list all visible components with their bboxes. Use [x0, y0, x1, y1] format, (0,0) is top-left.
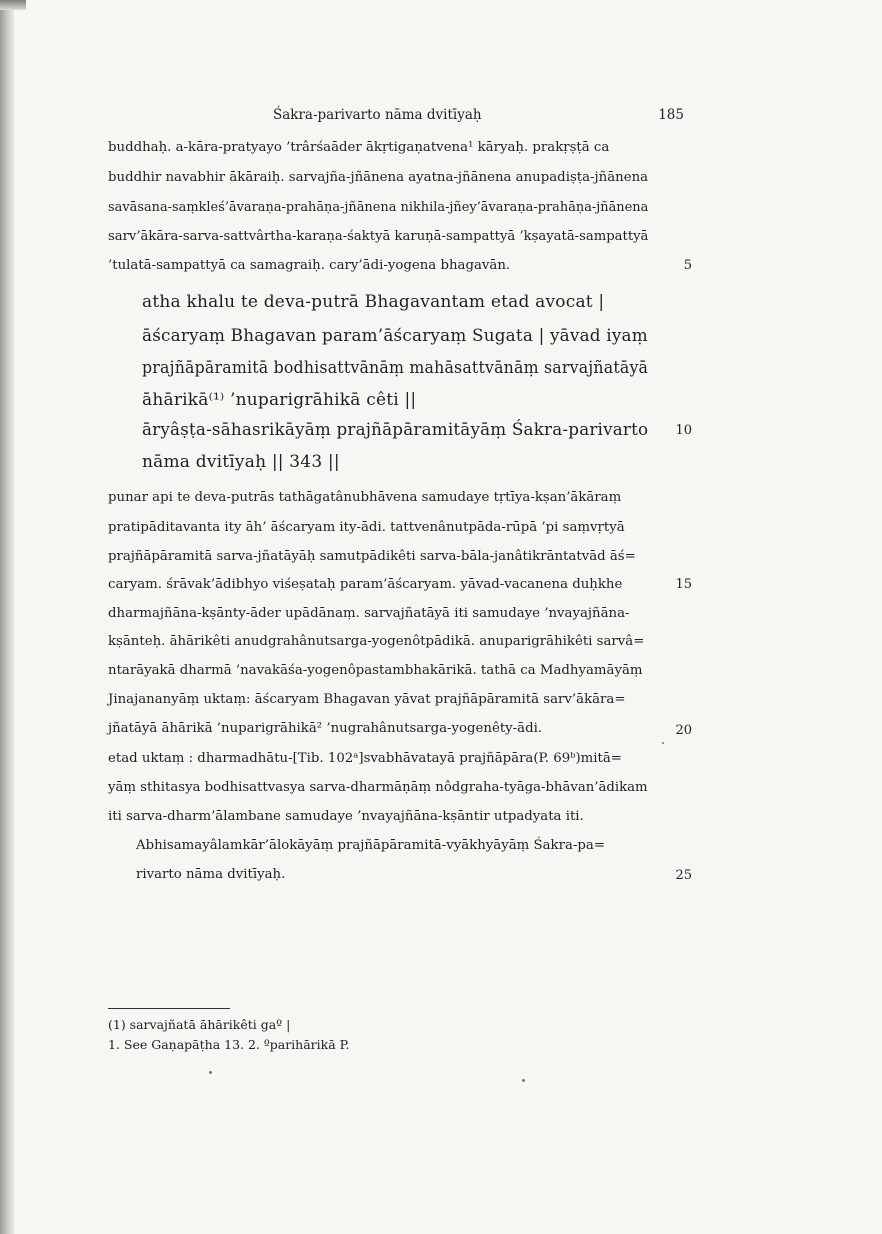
commentary-line: jñatāyā āhārikā ’nuparigrāhikā² ’nugrahânutsarga-yogenêty-ādi.: [108, 721, 543, 736]
text-line: savāsana-saṃkleś’āvaraṇa-prahāṇa-jñānena nikhila-jñey’āvaraṇa-prahāṇa-jñānena: [108, 200, 649, 215]
line-number: 25: [675, 868, 692, 883]
scan-edge-shadow: [0, 0, 14, 1234]
commentary-line: Jinajananyāṃ uktaṃ: āścaryam Bhagavan yāvat prajñāpāramitā sarv’ākāra=: [108, 692, 626, 707]
main-text-line: āryâṣṭa-sāhasrikāyāṃ prajñāpāramitāyāṃ Śakra-parivarto: [142, 420, 649, 440]
footnote-line: 1. See Gaṇapāṭha 13. 2. ºparihārikā P.: [108, 1037, 350, 1052]
main-text-line: āhārikā⁽¹⁾ ’nuparigrāhikā cêti ||: [142, 390, 417, 410]
running-header-title: Śakra-parivarto nāma dvitīyaḥ: [273, 107, 482, 123]
commentary-line: yāṃ sthitasya bodhisattvasya sarva-dharmāṇāṃ nôdgraha-tyāga-bhāvan’ādikam: [108, 780, 648, 795]
colophon-line: Abhisamayâlamkār’ālokāyāṃ prajñāpāramitā-vyākhyāyāṃ Śakra-pa=: [136, 838, 605, 853]
main-text-line: āścaryaṃ Bhagavan param’āścaryaṃ Sugata | yāvad iyaṃ: [142, 326, 648, 346]
commentary-line: kṣānteḥ. āhārikêti anudgrahânutsarga-yogenôtpādikā. anuparigrāhikêti sarvâ=: [108, 634, 645, 649]
line-number: 5: [683, 258, 692, 273]
main-text-line: prajñāpāramitā bodhisattvānāṃ mahāsattvānāṃ sarvajñatāyā: [142, 358, 649, 378]
speck-mark: [662, 742, 664, 744]
commentary-line: prajñāpāramitā sarva-jñatāyāḥ samutpādikêti sarva-bāla-janâtikrāntatvād āś=: [108, 549, 636, 564]
text-line: sarv’ākāra-sarva-sattvârtha-karaṇa-śaktyā karuṇā-sampattyā ’kṣayatā-sampattyā: [108, 229, 649, 244]
commentary-line: ntarāyakā dharmā ’navakāśa-yogenôpastambhakārikā. tathā ca Madhyamāyāṃ: [108, 663, 643, 678]
footnote-line: (1) sarvajñatā āhārikêti gaº |: [108, 1017, 291, 1032]
speck-mark: [209, 1071, 212, 1074]
commentary-line: caryam. śrāvak’ādibhyo viśeṣataḥ param’āścaryam. yāvad-vacanena duḥkhe: [108, 577, 623, 592]
text-line: buddhir navabhir ākāraiḥ. sarvajña-jñānena ayatna-jñānena anupadiṣṭa-jñānena: [108, 170, 649, 185]
footnote-separator: [108, 1008, 230, 1009]
line-number: 20: [675, 723, 692, 738]
commentary-line: iti sarva-dharm’ālambane samudaye ’nvayajñāna-kṣāntir utpadyata iti.: [108, 809, 584, 824]
commentary-line: etad uktaṃ : dharmadhātu-[Tib. 102ᵃ]svabhāvatayā prajñāpāra(P. 69ᵇ)mitā=: [108, 751, 622, 766]
line-number: 15: [675, 577, 692, 592]
speck-mark: [522, 1079, 525, 1082]
line-number: 10: [675, 423, 692, 438]
main-text-line: atha khalu te deva-putrā Bhagavantam etad avocat |: [142, 292, 605, 312]
page-number: 185: [658, 107, 684, 123]
commentary-line: dharmajñāna-kṣānty-āder upādānaṃ. sarvajñatāyā iti samudaye ’nvayajñāna-: [108, 606, 630, 621]
commentary-line: punar api te deva-putrās tathāgatânubhāvena samudaye tṛtīya-kṣan’ākāraṃ: [108, 490, 622, 505]
colophon-line: rivarto nāma dvitīyaḥ.: [136, 867, 286, 882]
text-line: buddhaḥ. a-kāra-pratyayo ’trârśaāder ākṛtigaṇatvena¹ kāryaḥ. prakṛṣṭā ca: [108, 140, 610, 155]
book-page: [108, 0, 692, 1234]
main-text-line: nāma dvitīyaḥ || 343 ||: [142, 452, 340, 472]
scan-corner-mark: [0, 0, 26, 10]
commentary-line: pratipāditavanta ity āh’ āścaryam ity-ādi. tattvenânutpāda-rūpā ’pi saṃvṛtyā: [108, 520, 625, 535]
text-line: ’tulatā-sampattyā ca samagraiḥ. cary’ādi-yogena bhagavān.: [108, 258, 511, 273]
